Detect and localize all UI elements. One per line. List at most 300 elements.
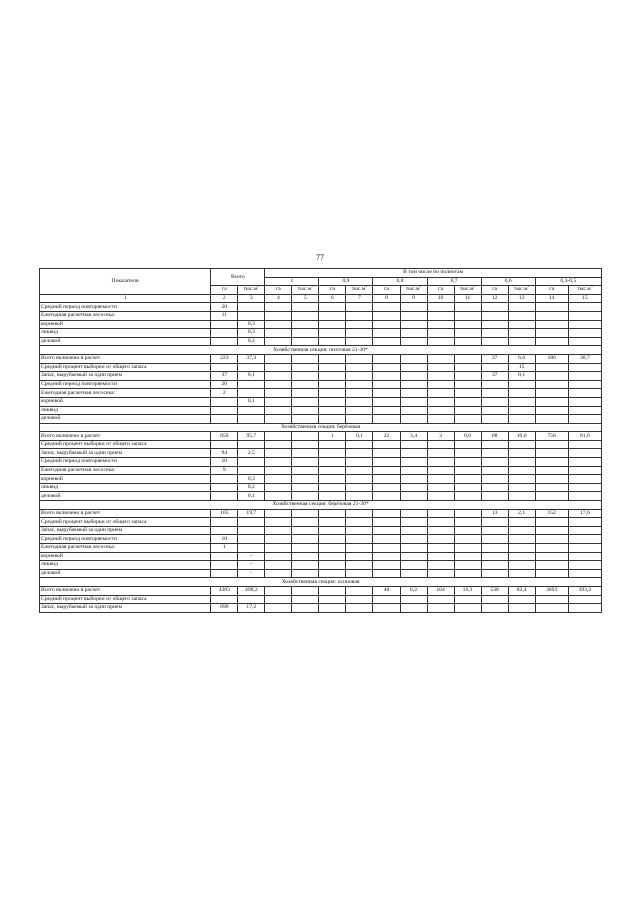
table-row xyxy=(40,475,602,484)
table-cell xyxy=(568,475,601,484)
table-cell xyxy=(346,415,373,424)
table-cell xyxy=(373,544,400,553)
table-cell xyxy=(454,466,481,475)
table-cell xyxy=(454,475,481,484)
table-cell xyxy=(481,466,508,475)
table-cell xyxy=(292,535,319,544)
table-cell xyxy=(454,561,481,570)
table-cell xyxy=(265,329,292,338)
table-cell xyxy=(427,561,454,570)
table-cell xyxy=(211,415,238,424)
table-cell xyxy=(454,604,481,613)
table-row xyxy=(40,509,602,518)
table-row xyxy=(40,586,602,595)
table-cell xyxy=(454,406,481,415)
column-number: 12 xyxy=(481,294,508,303)
table-cell xyxy=(427,526,454,535)
row-label: Запас, вырубаемый за один прием xyxy=(40,372,211,381)
table-cell: 10,0 xyxy=(508,432,535,441)
table-row xyxy=(40,354,602,363)
table-cell xyxy=(265,354,292,363)
table-row xyxy=(40,526,602,535)
row-label: Средний период повторяемости xyxy=(40,303,211,312)
table-cell xyxy=(568,303,601,312)
table-cell xyxy=(346,458,373,467)
table-cell xyxy=(427,397,454,406)
table-cell: 11 xyxy=(211,311,238,320)
table-cell xyxy=(400,483,427,492)
table-cell xyxy=(568,363,601,372)
table-cell xyxy=(319,604,346,613)
table-cell: 104 xyxy=(427,586,454,595)
table-cell xyxy=(400,415,427,424)
row-label: Средний процент выборки от общего запаса xyxy=(40,363,211,372)
table-cell xyxy=(427,535,454,544)
table-cell xyxy=(292,354,319,363)
table-cell xyxy=(319,311,346,320)
table-cell xyxy=(265,397,292,406)
table-cell xyxy=(292,432,319,441)
table-cell xyxy=(481,518,508,527)
table-cell xyxy=(238,535,265,544)
table-cell: 94 xyxy=(211,449,238,458)
table-cell xyxy=(211,518,238,527)
table-cell: 68 xyxy=(481,432,508,441)
table-cell: 10 xyxy=(211,535,238,544)
table-cell xyxy=(454,552,481,561)
table-row xyxy=(40,303,602,312)
table-row xyxy=(40,311,602,320)
row-label: деловой xyxy=(40,569,211,578)
row-label: Ежегодная расчетная лесосека: xyxy=(40,466,211,475)
table-cell xyxy=(568,483,601,492)
table-cell xyxy=(292,311,319,320)
table-cell xyxy=(535,415,568,424)
section-row xyxy=(40,346,602,355)
table-cell xyxy=(292,561,319,570)
table-cell xyxy=(319,449,346,458)
table-row xyxy=(40,552,602,561)
table-cell xyxy=(427,458,454,467)
table-cell: 0,3 xyxy=(238,475,265,484)
table-cell: - xyxy=(238,552,265,561)
row-label: Средний процент выборки от общего запаса xyxy=(40,440,211,449)
table-cell xyxy=(400,303,427,312)
table-cell xyxy=(535,440,568,449)
table-cell xyxy=(319,544,346,553)
table-cell xyxy=(535,329,568,338)
table-cell xyxy=(427,483,454,492)
table-cell: 17,6 xyxy=(568,509,601,518)
table-cell xyxy=(292,337,319,346)
table-cell: 1 xyxy=(319,432,346,441)
row-label: ликвид xyxy=(40,406,211,415)
table-cell xyxy=(319,586,346,595)
column-number: 2 xyxy=(211,294,238,303)
table-cell xyxy=(535,449,568,458)
table-cell xyxy=(265,320,292,329)
table-cell xyxy=(319,466,346,475)
table-cell xyxy=(265,552,292,561)
table-cell xyxy=(535,466,568,475)
table-cell xyxy=(319,483,346,492)
row-label: ликвид xyxy=(40,329,211,338)
unit-superscript: 3 xyxy=(419,285,422,289)
table-cell: 19,7 xyxy=(238,509,265,518)
table-cell xyxy=(373,518,400,527)
table-cell: 95,7 xyxy=(238,432,265,441)
table-cell xyxy=(427,380,454,389)
table-cell xyxy=(481,363,508,372)
table-cell xyxy=(568,569,601,578)
table-cell xyxy=(346,406,373,415)
table-cell xyxy=(454,569,481,578)
table-cell xyxy=(265,311,292,320)
table-cell xyxy=(481,552,508,561)
table-cell xyxy=(373,526,400,535)
table-cell xyxy=(427,354,454,363)
row-label: Ежегодная расчетная лесосека: xyxy=(40,311,211,320)
table-cell xyxy=(568,561,601,570)
table-cell xyxy=(238,311,265,320)
table-cell xyxy=(238,518,265,527)
table-cell xyxy=(535,483,568,492)
table-cell xyxy=(346,492,373,501)
table-cell xyxy=(319,458,346,467)
table-cell xyxy=(373,552,400,561)
table-cell xyxy=(319,372,346,381)
table-cell xyxy=(400,561,427,570)
row-label: Ежегодная расчетная лесосека: xyxy=(40,544,211,553)
column-number: 1 xyxy=(40,294,211,303)
table-cell xyxy=(319,595,346,604)
table-cell xyxy=(319,509,346,518)
table-cell xyxy=(373,389,400,398)
table-cell xyxy=(568,329,601,338)
table-cell xyxy=(373,561,400,570)
table-row xyxy=(40,449,602,458)
header-unit-ga: га xyxy=(265,286,292,295)
table-cell xyxy=(319,552,346,561)
column-number: 4 xyxy=(265,294,292,303)
header-unit-ga: га xyxy=(535,286,568,295)
table-cell xyxy=(211,320,238,329)
table-cell xyxy=(265,509,292,518)
table-cell: 0,1 xyxy=(238,492,265,501)
table-cell: 2,5 xyxy=(238,449,265,458)
table-cell xyxy=(211,569,238,578)
table-cell xyxy=(292,483,319,492)
row-label: корневой xyxy=(40,397,211,406)
table-cell xyxy=(292,458,319,467)
table-cell xyxy=(265,518,292,527)
row-label: деловой xyxy=(40,415,211,424)
table-cell xyxy=(346,586,373,595)
header-polnota: 1 xyxy=(265,277,319,286)
header-polnota: 0,7 xyxy=(427,277,481,286)
table-cell xyxy=(535,518,568,527)
table-cell xyxy=(346,389,373,398)
table-cell xyxy=(427,372,454,381)
table-cell xyxy=(211,552,238,561)
table-cell xyxy=(346,604,373,613)
table-cell xyxy=(292,466,319,475)
table-cell xyxy=(292,552,319,561)
column-number: 9 xyxy=(400,294,427,303)
table-cell xyxy=(373,397,400,406)
table-cell xyxy=(535,311,568,320)
table-cell xyxy=(265,303,292,312)
table-cell xyxy=(427,363,454,372)
table-cell xyxy=(211,526,238,535)
table-cell xyxy=(568,552,601,561)
unit-superscript: 3 xyxy=(590,285,593,289)
column-number: 5 xyxy=(292,294,319,303)
table-cell xyxy=(568,544,601,553)
unit-superscript: 3 xyxy=(473,285,476,289)
table-cell xyxy=(319,415,346,424)
table-cell xyxy=(346,329,373,338)
table-cell xyxy=(292,604,319,613)
table-cell xyxy=(346,363,373,372)
table-cell xyxy=(265,544,292,553)
table-cell xyxy=(373,569,400,578)
table-cell xyxy=(535,337,568,346)
table-cell xyxy=(568,372,601,381)
table-cell xyxy=(400,569,427,578)
table-cell xyxy=(508,466,535,475)
table-cell xyxy=(346,320,373,329)
column-number: 14 xyxy=(535,294,568,303)
table-cell xyxy=(211,595,238,604)
header-column-numbers-row xyxy=(40,294,602,303)
table-cell xyxy=(265,363,292,372)
header-polnota: 0,9 xyxy=(319,277,373,286)
table-cell xyxy=(265,475,292,484)
table-row xyxy=(40,518,602,527)
table-cell xyxy=(265,380,292,389)
table-cell xyxy=(508,440,535,449)
table-cell xyxy=(427,406,454,415)
table-cell xyxy=(454,595,481,604)
table-cell xyxy=(265,449,292,458)
row-label: Запас, вырубаемый за один прием xyxy=(40,604,211,613)
table-cell: 9 xyxy=(211,466,238,475)
table-cell xyxy=(346,509,373,518)
table-cell xyxy=(400,397,427,406)
table-cell xyxy=(535,595,568,604)
table-cell: 20 xyxy=(211,303,238,312)
table-cell xyxy=(346,526,373,535)
table-cell xyxy=(346,337,373,346)
table-cell xyxy=(265,586,292,595)
table-cell xyxy=(481,604,508,613)
table-cell: 0,1 xyxy=(238,397,265,406)
table-cell xyxy=(346,303,373,312)
table-cell xyxy=(265,337,292,346)
table-row xyxy=(40,380,602,389)
section-title: Хозяйственная секция: пихтовая 21-30* xyxy=(40,346,602,355)
table-cell xyxy=(346,483,373,492)
table-cell xyxy=(400,535,427,544)
table-cell: 498,2 xyxy=(238,586,265,595)
table-row xyxy=(40,389,602,398)
table-cell xyxy=(568,337,601,346)
header-unit-tys-m3 xyxy=(346,286,373,295)
table-cell xyxy=(292,440,319,449)
table-cell xyxy=(265,595,292,604)
section-row xyxy=(40,578,602,587)
table-cell xyxy=(238,303,265,312)
table-cell xyxy=(568,466,601,475)
table-cell: 3 xyxy=(427,432,454,441)
table-cell xyxy=(373,337,400,346)
unit-text: тыс.м xyxy=(351,286,366,293)
table-cell xyxy=(346,561,373,570)
section-row xyxy=(40,501,602,510)
table-cell xyxy=(427,509,454,518)
table-row xyxy=(40,406,602,415)
table-cell: 10 xyxy=(211,458,238,467)
table-cell: 165 xyxy=(211,509,238,518)
table-cell xyxy=(400,320,427,329)
table-cell xyxy=(346,311,373,320)
header-unit-ga: га xyxy=(481,286,508,295)
table-cell xyxy=(400,329,427,338)
table-row xyxy=(40,458,602,467)
table-cell xyxy=(568,311,601,320)
table-cell xyxy=(265,561,292,570)
table-cell xyxy=(568,389,601,398)
table-cell xyxy=(454,458,481,467)
table-cell xyxy=(454,337,481,346)
table-cell xyxy=(568,595,601,604)
header-unit-tys-m3 xyxy=(400,286,427,295)
table-cell: 0,1 xyxy=(238,372,265,381)
table-cell xyxy=(481,492,508,501)
column-number: 15 xyxy=(568,294,601,303)
table-cell xyxy=(427,544,454,553)
table-cell xyxy=(535,552,568,561)
table-cell xyxy=(292,320,319,329)
table-cell xyxy=(481,397,508,406)
table-cell xyxy=(292,569,319,578)
row-label: деловой xyxy=(40,337,211,346)
table-cell xyxy=(454,320,481,329)
header-polnota: 0,3-0,5 xyxy=(535,277,601,286)
table-body xyxy=(40,303,602,612)
table-cell xyxy=(400,389,427,398)
table-cell xyxy=(427,440,454,449)
table-row xyxy=(40,337,602,346)
table-cell xyxy=(535,544,568,553)
table-cell: 81,6 xyxy=(568,432,601,441)
table-cell: 690 xyxy=(211,604,238,613)
table-cell xyxy=(346,440,373,449)
table-cell xyxy=(265,604,292,613)
unit-superscript: 3 xyxy=(527,285,530,289)
table-cell xyxy=(265,389,292,398)
table-cell xyxy=(454,509,481,518)
table-cell: 37 xyxy=(481,354,508,363)
header-unit-ga: га xyxy=(319,286,346,295)
row-label: ликвид xyxy=(40,561,211,570)
unit-text: тыс.м xyxy=(297,286,312,293)
table-row xyxy=(40,329,602,338)
table-cell xyxy=(265,432,292,441)
table-cell xyxy=(373,415,400,424)
table-cell xyxy=(265,440,292,449)
table-cell xyxy=(319,475,346,484)
table-cell xyxy=(346,466,373,475)
table-cell xyxy=(535,475,568,484)
table-cell xyxy=(211,492,238,501)
table-cell xyxy=(211,337,238,346)
table-cell xyxy=(292,475,319,484)
table-cell: 37 xyxy=(211,372,238,381)
table-cell: 0,2 xyxy=(238,483,265,492)
table-cell xyxy=(568,320,601,329)
table-cell xyxy=(319,440,346,449)
table-cell xyxy=(265,466,292,475)
table-cell xyxy=(535,526,568,535)
table-cell xyxy=(346,544,373,553)
unit-text: тыс.м xyxy=(577,286,591,293)
table-cell xyxy=(481,595,508,604)
table-cell xyxy=(238,389,265,398)
column-number: 6 xyxy=(319,294,346,303)
table-cell xyxy=(535,397,568,406)
table-cell: 3,4 xyxy=(400,432,427,441)
table-cell xyxy=(481,440,508,449)
table-row xyxy=(40,432,602,441)
table-cell xyxy=(481,320,508,329)
table-cell xyxy=(508,329,535,338)
table-cell xyxy=(568,380,601,389)
table-cell xyxy=(508,561,535,570)
table-cell xyxy=(400,604,427,613)
table-cell xyxy=(346,475,373,484)
table-cell xyxy=(508,604,535,613)
table-cell: 223 xyxy=(211,354,238,363)
table-cell xyxy=(292,389,319,398)
table-cell xyxy=(427,466,454,475)
table-cell xyxy=(319,354,346,363)
row-label: Всего включено в расчет xyxy=(40,586,211,595)
table-cell xyxy=(373,466,400,475)
table-cell xyxy=(508,544,535,553)
header-unit-tys-m3 xyxy=(238,286,265,295)
table-cell xyxy=(568,449,601,458)
table-cell xyxy=(481,526,508,535)
header-row-1 xyxy=(40,269,602,278)
header-unit-ga: га xyxy=(373,286,400,295)
table-cell xyxy=(292,329,319,338)
table-cell xyxy=(568,535,601,544)
header-unit-ga: га xyxy=(427,286,454,295)
table-cell xyxy=(211,483,238,492)
table-cell xyxy=(400,311,427,320)
row-label: Всего включено в расчет xyxy=(40,509,211,518)
table-cell xyxy=(238,415,265,424)
table-cell xyxy=(265,526,292,535)
table-cell xyxy=(238,406,265,415)
table-cell xyxy=(535,561,568,570)
table-cell xyxy=(319,569,346,578)
table-cell xyxy=(400,518,427,527)
table-cell xyxy=(508,475,535,484)
table-cell: 20 xyxy=(211,380,238,389)
